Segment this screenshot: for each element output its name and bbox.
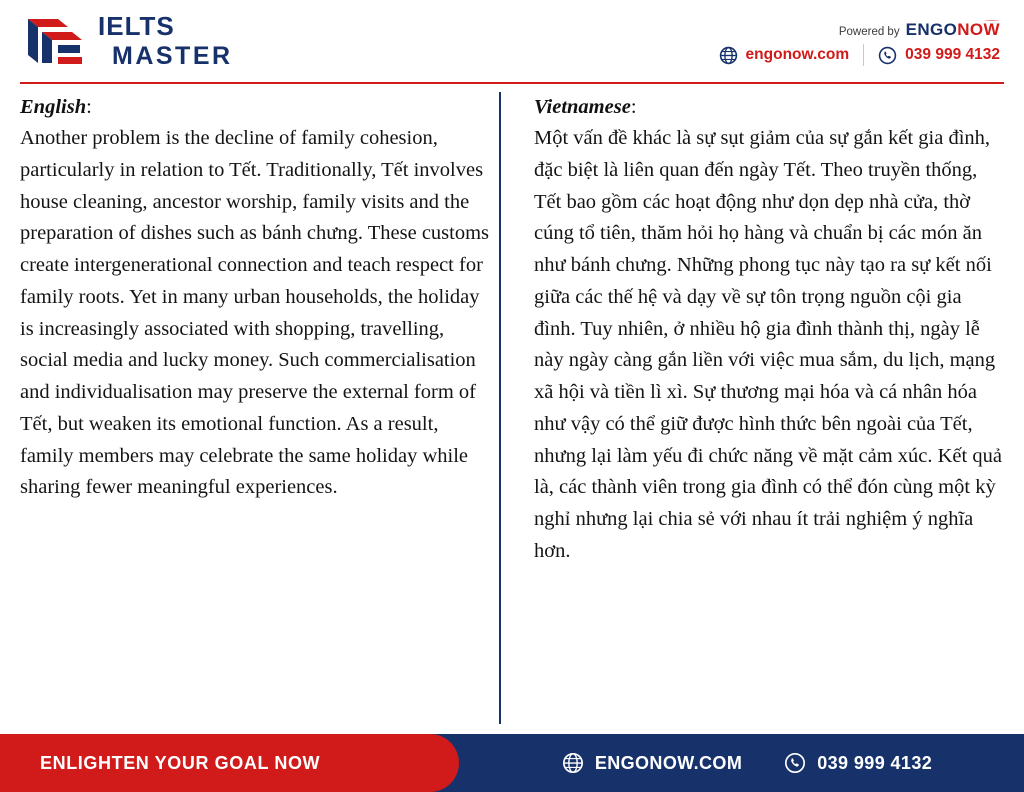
swoosh-icon — [966, 13, 1000, 21]
phone-icon — [784, 752, 806, 774]
vietnamese-title-colon: : — [630, 96, 637, 118]
globe-icon — [562, 752, 584, 774]
brand-logo — [24, 13, 233, 69]
globe-icon — [719, 46, 738, 65]
phone-icon — [878, 46, 897, 65]
ielts-master-logo-icon — [24, 15, 86, 67]
column-divider — [499, 92, 501, 724]
footer-slogan-panel — [0, 734, 430, 792]
engonow-part-2: NOW — [957, 20, 1000, 39]
content-area — [0, 84, 1024, 734]
footer-contacts — [470, 734, 1024, 792]
header-phone-text: 039 999 4132 — [905, 46, 1000, 63]
header-phone[interactable] — [878, 46, 1000, 65]
vietnamese-paragraph: Một vấn đề khác là sự sụt giảm của sự gắn kết gia đình, đặc biệt là liên quan đến ngày Tết. Theo truyền thống, Tết bao gồm các hoạt động như dọn dẹp nhà cửa, thờ cúng tổ tiên, thăm hỏi họ hàng và chuẩn bị các món ăn như bánh chưng. Những phong tục này tạo ra sự kết nối giữa các thế hệ và dạy về sự tôn trọng nguồn cội gia đình. Tuy nhiên, ở nhiều hộ gia đình thành thị, ngày lễ này ngày càng gắn liền với việc mua sắm, du lịch, mạng xã hội và tiền lì xì. Sự thương mại hóa và cá nhân hóa như vậy có thể giữ được hình thức bên ngoài của Tết, nhưng lại làm yếu đi chức năng về mặt cảm xúc. Kết quả là, các thành viên trong gia đình có thể đón cùng một kỳ nghỉ nhưng lại chia sẻ với nhau ít trải nghiệm ý nghĩa hơn. — [534, 127, 1002, 562]
footer-phone[interactable] — [784, 752, 932, 774]
engonow-part-1: ENGO — [905, 20, 958, 39]
footer-phone-text: 039 999 4132 — [817, 752, 933, 773]
english-column — [20, 96, 512, 734]
page-footer — [0, 734, 1024, 792]
footer-website[interactable] — [562, 752, 742, 774]
powered-by — [839, 20, 1000, 40]
vietnamese-column — [512, 96, 1004, 734]
engonow-wordmark — [906, 20, 1000, 40]
header-website-text: engonow.com — [745, 46, 850, 63]
page-header — [0, 0, 1024, 84]
english-title-colon: : — [86, 96, 92, 118]
vietnamese-title-label: Vietnamese — [534, 96, 631, 118]
english-title-label: English — [20, 96, 87, 118]
vietnamese-column-title — [534, 96, 1004, 119]
brand-line-2: MASTER — [112, 42, 233, 70]
footer-slogan: ENLIGHTEN YOUR GOAL NOW — [40, 752, 321, 773]
english-paragraph: Another problem is the decline of family cohesion, particularly in relation to Tết. Traditionally, Tết involves house cleaning, ancestor worship, family visits and the preparation of dishes such as bánh chưng. These customs create intergenerational connection and teach respect for family roots. Yet in many urban households, the holiday is increasingly associated with shopping, travelling, social media and lucky money. Such commercialisation and individualisation may preserve the external form of Tết, but weaken its emotional function. As a result, family members may celebrate the same holiday while sharing fewer meaningful experiences. — [20, 127, 490, 499]
powered-by-label: Powered by — [838, 26, 900, 38]
footer-website-text: ENGONOW.COM — [594, 752, 743, 773]
header-divider — [863, 44, 864, 66]
header-website[interactable] — [719, 46, 850, 65]
brand-line-1: IELTS — [98, 11, 175, 41]
english-column-title — [20, 96, 490, 119]
